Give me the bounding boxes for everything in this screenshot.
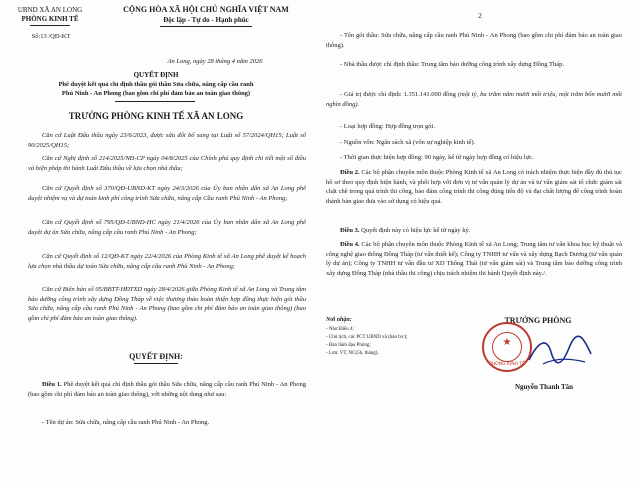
recipient-3: - Ban lãnh đạo Phòng; [326,343,371,348]
article-2 [326,168,622,206]
recipient-1: - Như Điều 4; [326,327,354,332]
doc-number: Số:13 /QĐ-KT [31,33,71,40]
basis-2: Căn cứ Nghị định số 214/2025/NĐ-CP ngày 04/8/2025 của Chính phủ quy định chi tiết một số điều và biện pháp thi hành Luật Đấu thầu về lựa chọn nhà thầu; [28,155,306,172]
decide-underline [134,363,178,364]
stamp-label: PHÒNG KINH TẾ [489,362,525,367]
contract-price [326,90,622,109]
article-2-text: Các bộ phận chuyên môn thuộc Phòng Kinh tế xã An Long có trách nhiệm thực hiện đầy đủ thủ tục hồ sơ theo quy định hiện hành, và phối hợp với đơn vị tư vấn quản lý dự án và tư vấn giám sát tổ chức giám sát chặt chẽ trong quá trình thi công, bảo đảm công trình thi công đúng tiến độ và đạt chất lượng để công trình hoàn thành bàn giao đưa vào sử dụng có hiệu quả. [326,169,623,205]
article-1-text: Phê duyệt kết quả chỉ định thầu gói thầu Sửa chữa, nâng cấp cầu ranh Phú Ninh - An Phong (bao gồm chi phí đảm bảo an toàn giao thông), với những nội dung như sau: [28,381,306,398]
project-name: - Tên dự án: Sửa chữa, nâng cấp cầu ranh Phú Ninh - An Phong. [42,419,210,426]
basis-5: Căn cứ Quyết định số 12/QĐ-KT ngày 22/4/2026 của Phòng Kinh tế xã An Long phê duyệt kế hoạch lựa chọn nhà thầu dự toán Sửa chữa, nâng cấp cầu ranh Phú Ninh - An Phong; [28,253,306,270]
agency-line-2: PHÒNG KINH TẾ [21,15,79,23]
agency-line-1: UBND XÃ AN LONG [17,6,83,14]
article-4 [326,240,622,278]
decide-heading: QUYẾT ĐỊNH: [129,352,183,361]
signature-scribble [525,330,595,375]
basis-6: Căn cứ Biên bản số 05/BBTT-HĐTXD ngày 28/4/2026 giữa Phòng Kinh tế xã An Long và Trung tâm bảo dưỡng công trình xây dựng Đồng Tháp về việc thương thảo hoàn thiện hợp đồng thực hiện gói thầu Sửa chữa, nâng cấp cầu ranh Phú Ninh - An Phong (bao gồm chi phí đảm bảo an toàn giao thông) (bao gồm chi phí đảm bảo an toàn giao thông). [28,286,306,322]
nation-line-2: Độc lập - Tự do - Hạnh phúc [163,16,249,24]
contract-duration: - Thời gian thực hiện hợp đồng: 90 ngày, kể từ ngày hợp đồng có hiệu lực. [340,154,534,161]
contract-price-words: (một tỷ, ba trăm năm mươi mốt triệu, một trăm bốn mươi mốt nghìn đồng). [326,91,622,108]
subject-line-2: Phú Ninh - An Phong (bao gồm chi phí đảm bảo an toàn giao thông) [61,90,251,97]
subject-underline [115,101,195,102]
basis-1: Căn cứ Luật Đấu thầu ngày 23/6/2023, được sửa đổi bổ sung tại Luật số 57/2024/QH15; Luật số 90/2025/QH15; [28,132,306,149]
document-title: QUYẾT ĐỊNH [133,71,179,79]
signer-title: TRƯỞNG PHÒNG [504,316,572,325]
basis-4: Căn cứ Quyết định số 795/QĐ-UBND-HC ngày 21/4/2026 của Ủy ban nhân dân xã An Long phê duyệt dự án Sửa chữa, nâng cấp cầu ranh Phú Ninh - An Phong; [28,219,306,236]
article-1 [28,380,306,399]
article-3-label: Điều 3. [340,227,360,234]
recipients-title: Nơi nhận: [326,317,352,323]
basis-3: Căn cứ Quyết định số 370/QĐ-UBND-KT ngày 24/3/2026 của Ủy ban nhân dân xã An Long phê duyệt nhiệm vụ và dự toán kinh phí công trình Sửa chữa, nâng cấp Cầu ranh Phú Ninh - An Phong; [28,185,306,202]
contractor: - Nhà thầu được chỉ định thầu: Trung tâm bảo dưỡng công trình xây dựng Đồng Tháp. [340,61,565,68]
article-4-label: Điều 4. [340,241,360,248]
contract-price-amount: - Giá trị được chỉ định: 1.351.141.000 đồng [340,91,458,98]
recipient-4: - Lưu: VT, NC(5b, tháng). [326,351,379,356]
recipient-2: - Chủ tịch, các PCT UBND xã (báo b/c); [326,335,408,340]
subject-line-1: Phê duyệt kết quả chỉ định thầu gói thầu Sửa chữa, nâng cấp cầu ranh [58,81,254,88]
agency-underline [30,25,70,26]
signer-name: Nguyễn Thanh Tân [514,383,574,391]
authority: TRƯỞNG PHÒNG KINH TẾ XÃ AN LONG [68,111,244,121]
place-date: An Long, ngày 28 tháng 4 năm 2026 [167,58,263,65]
nation-line-1: CỘNG HÒA XÃ HỘI CHỦ NGHĨA VIỆT NAM [123,5,289,14]
article-4-text: Các bộ phận chuyên môn thuộc Phòng Kinh tế xã An Long; Trung tâm tư vấn khoa học kỹ thuật và công nghệ giao thông Đồng Tháp (tư vấn thiết kế); Công ty TNHH tư vấn và xây dựng Bạch Dương (tư vấn quản lý dự án); Công ty TNHH tư vấn đầu tư XD Thông Thái (tư vấn giám sát) và Trung tâm bảo dưỡng công trình xây dựng Đồng Tháp (nhà thầu thi công) chịu trách nhiệm thi hành Quyết định này./. [326,241,623,277]
nation-underline [160,26,252,27]
article-1-label: Điều 1. [42,381,62,388]
page-number: 2 [478,12,482,20]
article-2-label: Điều 2. [340,169,360,176]
package-name: - Tên gói thầu: Sửa chữa, nâng cấp cầu ranh Phú Ninh - An Phong (bao gồm chi phí đảm bảo an toàn giao thông). [326,32,622,49]
funding-source: - Nguồn vốn: Ngân sách xã (vốn sự nghiệp kinh tế). [340,139,476,146]
stamp-star-icon: ★ [502,337,512,348]
article-3-text: Quyết định này có hiệu lực kể từ ngày ký. [359,227,471,234]
contract-type: - Loại hợp đồng: Hợp đồng trọn gói. [340,123,435,130]
article-3 [340,226,622,236]
